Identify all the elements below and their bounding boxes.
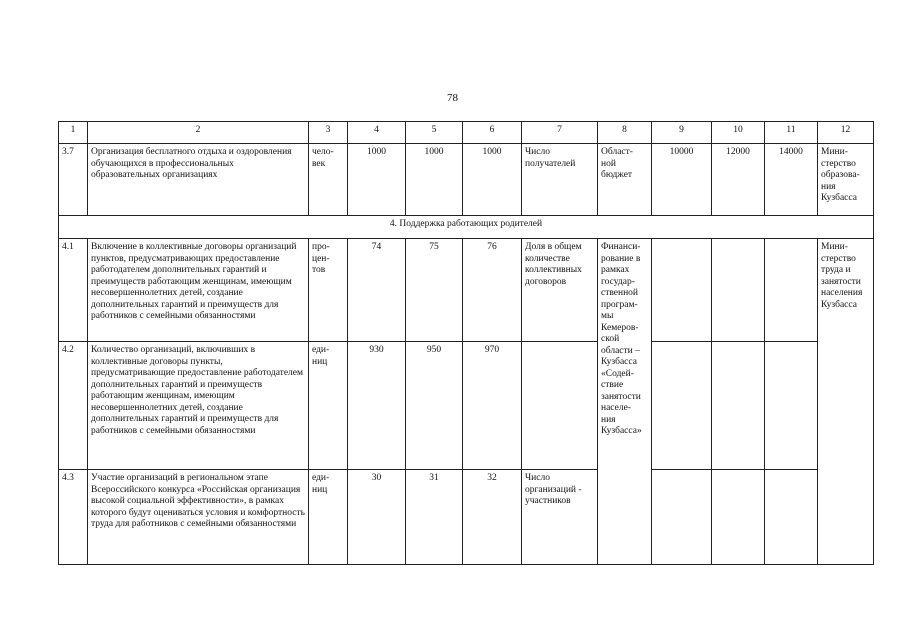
measure-name: Количество организаций, включивших в коллективные договоры пункты, предусматривающие предоставление работодателем дополнительных гарантий и преимуществ работающим женщинам, имеющим несовершеннолетних детей, создание дополнительных гарантий и преимуществ для работников с семейными обязанностями [88,342,309,470]
empty-cell [652,239,712,342]
value-cell: 75 [406,239,463,342]
empty-cell [652,470,712,565]
measure-name: Организация бесплатного отдыха и оздоровления обучающихся в профессиональных образовательных организациях [88,144,309,216]
value-cell: 30 [348,470,406,565]
empty-cell [712,342,765,470]
section-row [59,216,874,239]
unit-cell: еди- ниц [309,470,348,565]
indicator-cell [522,342,598,470]
value-cell: 950 [406,342,463,470]
column-numbers-row [59,122,874,144]
column-number: 3 [309,122,348,144]
value-cell: 970 [463,342,522,470]
funding-source-cell: Финанси- рование в рамках государ- ственной програм- мы Кемеров- ской области – Кузбасса «Содей- ствие занятости населе- ния Кузбасса» [598,239,652,565]
empty-cell [765,239,818,342]
column-number: 12 [818,122,874,144]
value-cell: 1000 [463,144,522,216]
measures-table [58,121,874,565]
column-number: 1 [59,122,88,144]
empty-cell [712,470,765,565]
row-number: 3.7 [59,144,88,216]
value-cell: 1000 [348,144,406,216]
column-number: 2 [88,122,309,144]
value-cell: 14000 [765,144,818,216]
column-number: 5 [406,122,463,144]
row-number: 4.3 [59,470,88,565]
section-title: 4. Поддержка работающих родителей [59,216,874,239]
table-row [59,342,874,470]
value-cell: 12000 [712,144,765,216]
row-number: 4.2 [59,342,88,470]
indicator-cell: Доля в общем количестве коллективных договоров [522,239,598,342]
value-cell: 32 [463,470,522,565]
table-row [59,239,874,342]
measure-name: Участие организаций в региональном этапе Всероссийского конкурса «Российская организация высокой социальной эффективности», в рамках которого будут оцениваться условия и комфортность труда для работников с семейными обязанностями [88,470,309,565]
table-row [59,144,874,216]
page-number: 78 [447,92,458,104]
row-number: 4.1 [59,239,88,342]
empty-cell [652,342,712,470]
indicator-cell: Число получателей [522,144,598,216]
empty-cell [712,239,765,342]
value-cell: 76 [463,239,522,342]
indicator-cell: Число организаций - участников [522,470,598,565]
column-number: 11 [765,122,818,144]
empty-cell [765,342,818,470]
measure-name: Включение в коллективные договоры организаций пунктов, предусматривающих предоставление работодателем дополнительных гарантий и преимуществ работающим женщинам, имеющим несовершеннолетних детей, создание дополнительных гарантий и преимуществ для работников с семейными обязанностями [88,239,309,342]
column-number: 8 [598,122,652,144]
executor-cell: Мини- стерство образова- ния Кузбасса [818,144,874,216]
value-cell: 930 [348,342,406,470]
column-number: 6 [463,122,522,144]
value-cell: 1000 [406,144,463,216]
value-cell: 31 [406,470,463,565]
unit-cell: еди- ниц [309,342,348,470]
unit-cell: про- цен- тов [309,239,348,342]
empty-cell [765,470,818,565]
column-number: 7 [522,122,598,144]
funding-source-cell: Област- ной бюджет [598,144,652,216]
value-cell: 74 [348,239,406,342]
column-number: 10 [712,122,765,144]
unit-cell: чело- век [309,144,348,216]
column-number: 4 [348,122,406,144]
value-cell: 10000 [652,144,712,216]
column-number: 9 [652,122,712,144]
executor-cell: Мини- стерство труда и занятости населения Кузбасса [818,239,874,565]
table-row [59,470,874,565]
